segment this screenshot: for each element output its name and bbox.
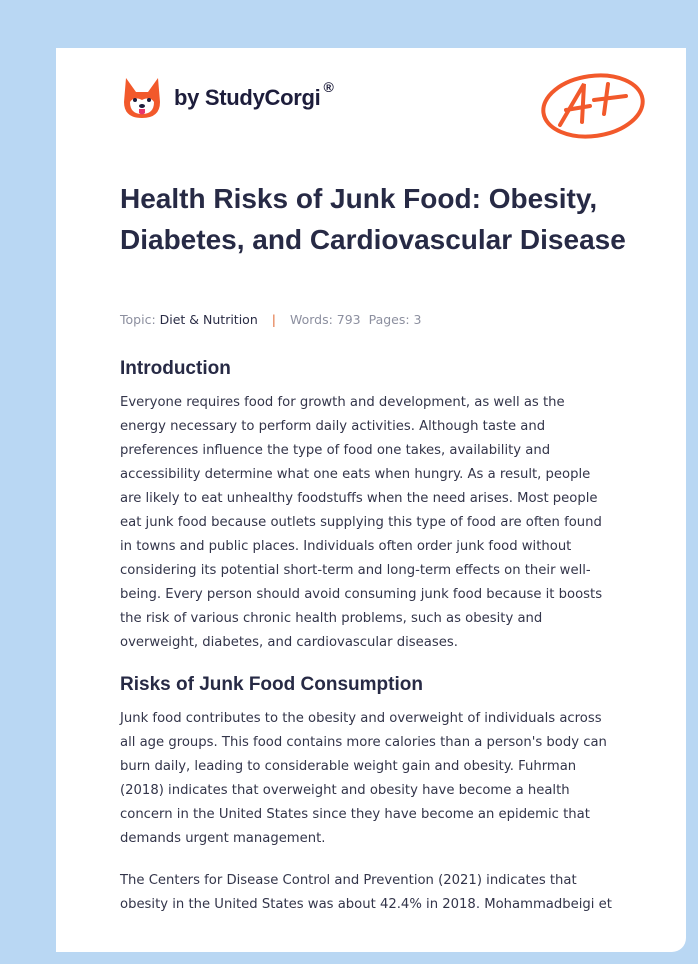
text-line: the risk of various chronic health problems, such as obesity and <box>120 611 543 626</box>
document-card <box>56 48 686 952</box>
document-meta: Topic: Diet & Nutrition | Words: 793 Pages: 3 <box>120 312 422 327</box>
text-line: demands urgent management. <box>120 831 326 846</box>
text-line: overweight, diabetes, and cardiovascular diseases. <box>120 635 458 650</box>
text-line: obesity in the United States was about 42.4% in 2018. Mohammadbeigi et <box>120 897 612 912</box>
text-line: considering its potential short-term and long-term effects on their well- <box>120 563 591 578</box>
text-line: (2018) indicates that overweight and obesity have become a health <box>120 783 570 798</box>
article-body <box>120 352 640 917</box>
text-line: Everyone requires food for growth and development, as well as the <box>120 395 565 410</box>
studycorgi-logo[interactable] <box>122 76 333 120</box>
corgi-icon <box>122 76 162 120</box>
text-line: eat junk food because outlets supplying this type of food are often found <box>120 515 602 530</box>
text-line: concern in the United States since they have become an epidemic that <box>120 807 590 822</box>
text-line: accessibility determine what one eats when hungry. As a result, people <box>120 467 591 482</box>
text-line: being. Every person should avoid consuming junk food because it boosts <box>120 587 603 602</box>
paragraph <box>120 391 640 655</box>
text-line: energy necessary to perform daily activities. Although taste and <box>120 419 546 434</box>
a-plus-stamp-icon <box>538 70 650 140</box>
brand-name: by StudyCorgi ® <box>174 79 334 110</box>
section-heading: Risks of Junk Food Consumption <box>120 674 423 695</box>
text-line: preferences influence the type of food one takes, availability and <box>120 443 551 458</box>
paragraph <box>120 707 640 851</box>
text-line: all age groups. This food contains more calories than a person's body can <box>120 735 607 750</box>
text-line: The Centers for Disease Control and Prevention (2021) indicates that <box>120 873 577 888</box>
text-line: Junk food contributes to the obesity and overweight of individuals across <box>120 711 602 726</box>
text-line: are likely to eat unhealthy foodstuffs when the need arises. Most people <box>120 491 598 506</box>
paragraph <box>120 869 640 917</box>
text-line: in towns and public places. Individuals often order junk food without <box>120 539 572 554</box>
topic-link[interactable]: Diet & Nutrition <box>159 312 258 327</box>
section-heading: Introduction <box>120 358 231 379</box>
page-title: Health Risks of Junk Food: Obesity, Diabetes, and Cardiovascular Disease <box>120 183 626 255</box>
text-line: burn daily, leading to considerable weight gain and obesity. Fuhrman <box>120 759 577 774</box>
